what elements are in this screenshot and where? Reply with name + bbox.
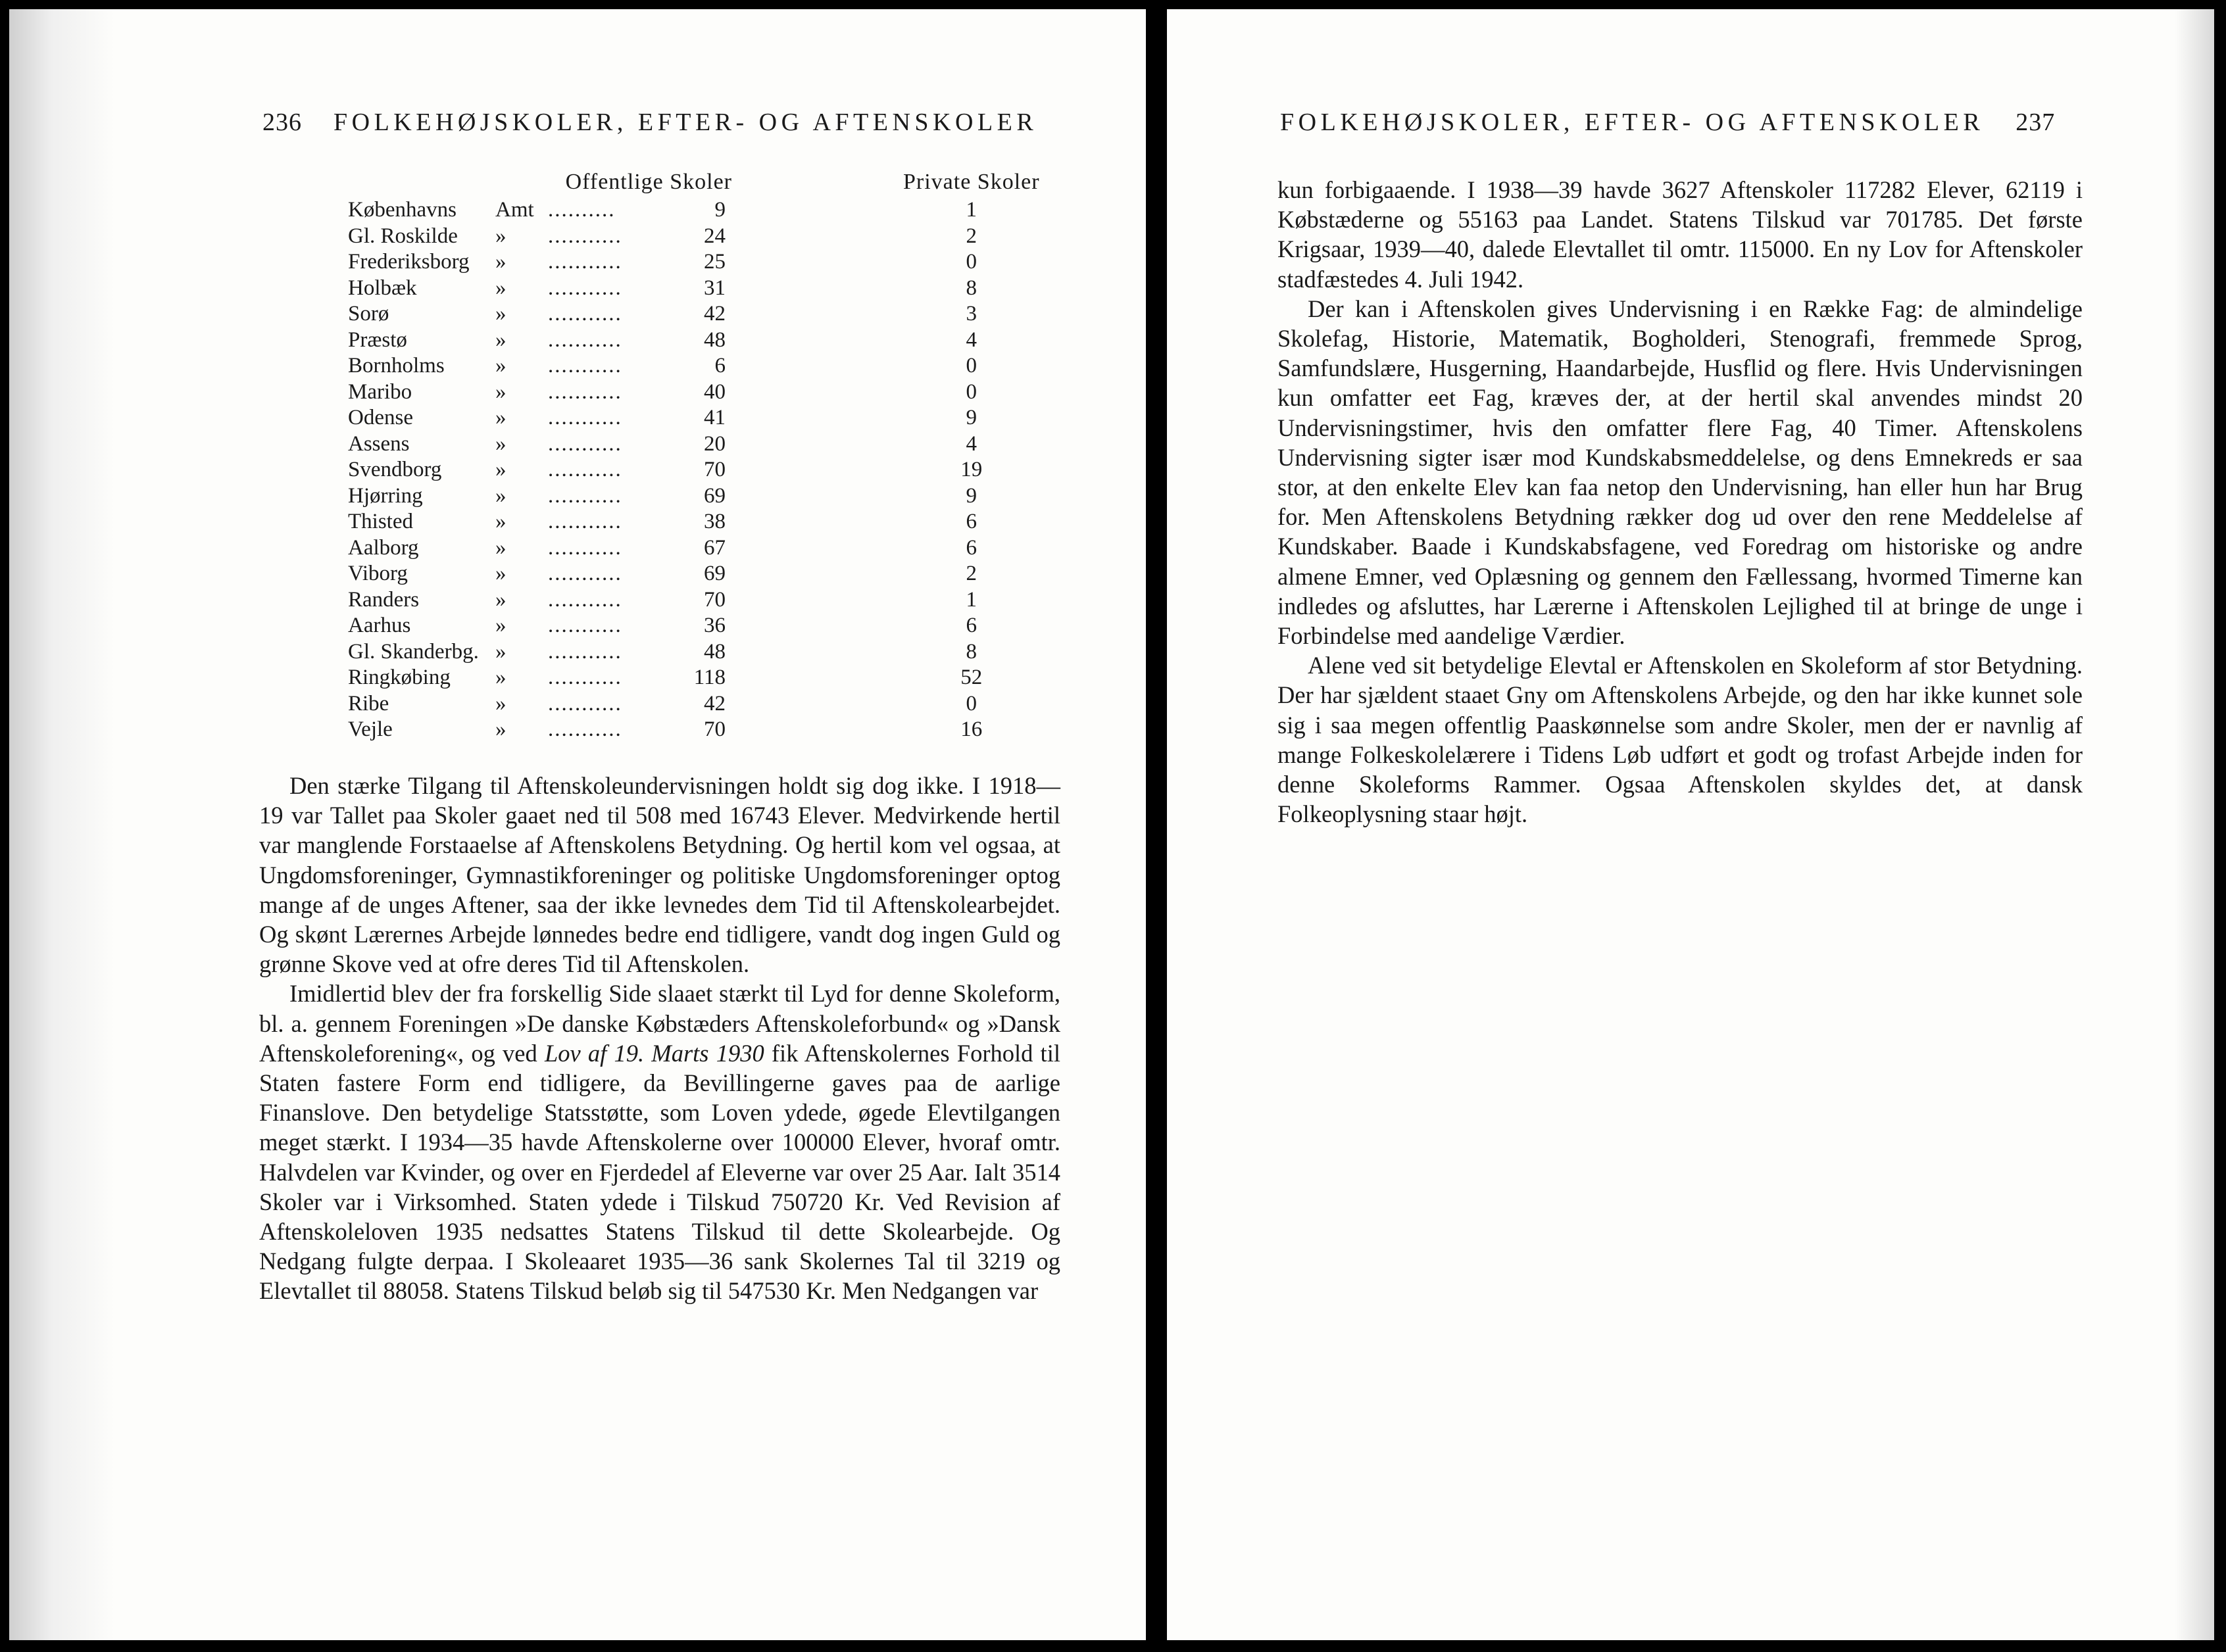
schools-by-county-table (348, 167, 1040, 743)
amt-marker: » (495, 431, 507, 456)
right-running-head (1280, 108, 2055, 137)
private-schools-count: 4 (966, 328, 977, 352)
county-name: Odense (348, 406, 413, 429)
running-head-title: FOLKEHØJSKOLER, EFTER- OG AFTENSKOLER (334, 109, 1038, 136)
public-schools-count: 67 (704, 535, 726, 560)
table-row (348, 509, 1040, 535)
leader-dots: ........... (548, 639, 622, 664)
table-row (348, 665, 1040, 691)
table-row (348, 717, 1040, 743)
county-name: Randers (348, 587, 420, 612)
leader-dots: ........... (548, 666, 622, 689)
amt-marker: » (495, 379, 507, 404)
private-schools-count: 52 (960, 666, 983, 689)
leader-dots: ........... (548, 614, 622, 637)
public-schools-count: 40 (704, 379, 726, 404)
county-name: Ribe (348, 691, 389, 716)
amt-marker: » (495, 302, 507, 326)
running-head-title: FOLKEHØJSKOLER, EFTER- OG AFTENSKOLER (1280, 109, 1985, 136)
public-schools-count: 42 (704, 691, 726, 716)
private-schools-count: 6 (966, 510, 977, 533)
amt-marker: » (495, 562, 507, 585)
county-name: Hjørring (348, 483, 423, 508)
county-name: Ringkøbing (348, 666, 451, 689)
page-edge-shadow (2175, 9, 2214, 1640)
public-schools-count: 118 (693, 666, 726, 689)
table-row (348, 561, 1040, 587)
amt-marker: » (495, 587, 507, 612)
private-schools-count: 0 (966, 379, 977, 404)
public-schools-count: 42 (704, 302, 726, 326)
amt-marker: Amt (495, 198, 534, 222)
county-name: Vejle (348, 717, 393, 741)
private-schools-count: 6 (966, 535, 977, 560)
table-row (348, 197, 1040, 224)
amt-marker: » (495, 224, 507, 248)
right-body-text (1277, 175, 2083, 829)
private-schools-count: 9 (966, 483, 977, 508)
private-schools-count: 0 (966, 354, 977, 377)
public-schools-count: 6 (714, 354, 726, 377)
leader-dots: ........... (548, 431, 622, 456)
paragraph-text: fik Aftenskolernes Forhold til Staten fastere Form end tidligere, da Bevillingerne gaves paa de aarlige Finanslove. Den betydelige Statsstøtte, som Loven ydede, øgede Elevtilgangen meget stærkt. I 1934—35 havde Aftenskolerne over 100000 Elever, hvoraf omtr. Halvdelen var Kvinder, og over en Fjerdedel af Eleverne var over 25 Aar. Ialt 3514 Skoler var i Virksomhed. Staten ydede i Tilskud 750720 Kr. Ved Revision af Aftenskoleloven 1935 nedsattes Statens Tilskud til dette Skolearbejde. Og Nedgang fulgte derpaa. I Skoleaaret 1935—36 sank Skolernes Tal til 3219 og Elevtallet til 88058. Statens Tilskud beløb sig til 547530 Kr. Men Nedgangen var (259, 1039, 1060, 1305)
page-number: 237 (2016, 109, 2056, 136)
page-gutter-shadow (9, 9, 114, 1640)
public-schools-count: 69 (704, 483, 726, 508)
public-schools-count: 20 (704, 431, 726, 456)
private-schools-count: 4 (966, 431, 977, 456)
public-schools-count: 70 (704, 587, 726, 612)
private-schools-count: 19 (960, 458, 983, 481)
amt-marker: » (495, 666, 507, 689)
paragraph: Alene ved sit betydelige Elevtal er Aftenskolen en Skoleform af stor Betydning. Der har sjældent staaet Gny om Aftenskolens Arbejde, og den har ikke kunnet sole sig i saa megen offentlig Paaskønnelse som andre Skoler, men der er navnlig af mange Folkeskolelærere i Tidens Løb udført et godt og trofast Arbejde inden for denne Skoleforms Rammer. Ogsaa Aftenskolen skyldes det, at dansk Folkeoplysning staar højt. (1277, 652, 2083, 828)
leader-dots: ........... (548, 354, 622, 377)
public-schools-count: 70 (704, 717, 726, 741)
table-row (348, 535, 1040, 562)
county-name: Thisted (348, 510, 413, 533)
leader-dots: .......... (548, 198, 616, 222)
private-schools-count: 2 (966, 562, 977, 585)
leader-dots: ........... (548, 483, 622, 508)
county-name: Præstø (348, 328, 407, 352)
table-row (348, 691, 1040, 717)
county-name: Gl. Roskilde (348, 224, 458, 248)
amt-marker: » (495, 483, 507, 508)
county-name: Holbæk (348, 276, 417, 300)
private-schools-count: 1 (966, 198, 977, 222)
header-public-schools: Offentlige Skoler (565, 170, 732, 195)
paragraph: Der kan i Aftenskolen gives Undervisning i en Række Fag: de almindelige Skolefag, Historie, Matematik, Bogholderi, Stenografi, fremmede Sprog, Samfundslære, Husgerning, Haandarbejde, Husflid og flere. Hvis Undervisningen kun omfatter eet Fag, kræves der, at der hertil skal anvendes mindst 20 Undervisningstimer, hvis den omfatter flere Fag, 40 Timer. Aftenskolens Undervisning sigter især mod Kundskabsmeddelelse, og dens Emnekreds er saa stor, at den enkelte Elev kan faa netop den Undervisning, han eller hun har Brug for. Men Aftenskolens Betydning rækker dog ud over den rene Meddelelse af Kundskaber. Baade i Kundskabsfagene, ved Foredrag om historiske og andre almene Emner, ved Oplæsning og gennem den Fællessang, hvormed Timerne kan indledes og afsluttes, har Lærerne i Aftenskolen Lejlighed til at bringe de unge i Forbindelse med aandelige Værdier. (1277, 295, 2083, 650)
private-schools-count: 6 (966, 614, 977, 637)
table-row (348, 483, 1040, 510)
leader-dots: ........... (548, 406, 622, 429)
leader-dots: ........... (548, 379, 622, 404)
public-schools-count: 25 (704, 250, 726, 274)
private-schools-count: 9 (966, 406, 977, 429)
table-row (348, 613, 1040, 639)
amt-marker: » (495, 328, 507, 352)
leader-dots: ........... (548, 510, 622, 533)
table-row (348, 353, 1040, 379)
table-row (348, 249, 1040, 276)
private-schools-count: 2 (966, 224, 977, 248)
paragraph (259, 979, 1060, 1305)
page-number: 236 (262, 109, 302, 136)
amt-marker: » (495, 250, 507, 274)
table-row (348, 457, 1040, 483)
county-name: Gl. Skanderbg. (348, 639, 479, 664)
amt-marker: » (495, 458, 507, 481)
county-name: Aarhus (348, 614, 411, 637)
table-row (348, 224, 1040, 250)
county-name: Svendborg (348, 458, 442, 481)
leader-dots: ........... (548, 458, 622, 481)
amt-marker: » (495, 406, 507, 429)
amt-marker: » (495, 614, 507, 637)
table-row (348, 301, 1040, 328)
county-name: Bornholms (348, 354, 445, 377)
public-schools-count: 24 (704, 224, 726, 248)
leader-dots: ........... (548, 562, 622, 585)
table-header-row (348, 167, 1040, 197)
table-row (348, 328, 1040, 354)
county-name: Viborg (348, 562, 408, 585)
public-schools-count: 41 (704, 406, 726, 429)
public-schools-count: 31 (704, 276, 726, 300)
public-schools-count: 70 (704, 458, 726, 481)
amt-marker: » (495, 717, 507, 741)
table-row (348, 405, 1040, 431)
private-schools-count: 1 (966, 587, 977, 612)
amt-marker: » (495, 535, 507, 560)
public-schools-count: 69 (704, 562, 726, 585)
amt-marker: » (495, 354, 507, 377)
table-row (348, 587, 1040, 614)
private-schools-count: 0 (966, 250, 977, 274)
private-schools-count: 0 (966, 691, 977, 716)
leader-dots: ........... (548, 250, 622, 274)
public-schools-count: 36 (704, 614, 726, 637)
public-schools-count: 48 (704, 328, 726, 352)
private-schools-count: 8 (966, 639, 977, 664)
private-schools-count: 3 (966, 302, 977, 326)
leader-dots: ........... (548, 328, 622, 352)
county-name: Københavns (348, 198, 457, 222)
county-name: Frederiksborg (348, 250, 470, 274)
public-schools-count: 38 (704, 510, 726, 533)
table-row (348, 276, 1040, 302)
private-schools-count: 8 (966, 276, 977, 300)
leader-dots: ........... (548, 717, 622, 741)
paragraph: kun forbigaaende. I 1938—39 havde 3627 Aftenskoler 117282 Elever, 62119 i Købstæderne og 55163 paa Landet. Statens Tilskud var 701785. Det første Krigsaar, 1939—40, dalede Elevtallet til omtr. 115000. En ny Lov for Aftenskoler stadfæstedes 4. Juli 1942. (1277, 176, 2083, 293)
county-name: Maribo (348, 379, 412, 404)
table-row (348, 639, 1040, 666)
public-schools-count: 48 (704, 639, 726, 664)
amt-marker: » (495, 639, 507, 664)
amt-marker: » (495, 276, 507, 300)
county-name: Aalborg (348, 535, 419, 560)
private-schools-count: 16 (960, 717, 983, 741)
table-row (348, 379, 1040, 406)
left-page (9, 9, 1146, 1640)
law-reference: Lov af 19. Marts 1930 (544, 1039, 764, 1067)
left-body-text (259, 771, 1060, 1306)
paragraph: Den stærke Tilgang til Aftenskoleundervisningen holdt sig dog ikke. I 1918—19 var Tallet paa Skoler gaaet ned til 508 med 16743 Elever. Medvirkende hertil var manglende Forstaaelse af Aftenskolens Betydning. Og hertil kom vel ogsaa, at Ungdomsforeninger, Gymnastikforeninger og politiske Ungdomsforeninger optog mange af de unges Aftener, saa der ikke levnedes dem Tid til Aftenskolearbejdet. Og skønt Lærernes Arbejde lønnedes bedre end tidligere, vandt dog ingen Guld og grønne Skove ved at ofre deres Tid til Aftenskolen. (259, 772, 1060, 978)
table-row (348, 431, 1040, 458)
amt-marker: » (495, 510, 507, 533)
leader-dots: ........... (548, 276, 622, 300)
paragraph-text: Imidlertid blev der fra forskellig Side slaaet stærkt til Lyd for denne Skoleform, bl. a. gennem Foreningen »De danske Købstæders Aftenskoleforbund« og »Dansk Aftenskoleforening«, og ved (259, 980, 1060, 1067)
amt-marker: » (495, 691, 507, 716)
left-running-head (262, 108, 1037, 137)
leader-dots: ........... (548, 302, 622, 326)
leader-dots: ........... (548, 691, 622, 716)
leader-dots: ........... (548, 224, 622, 248)
header-private-schools: Private Skoler (903, 170, 1040, 195)
leader-dots: ........... (548, 587, 622, 612)
county-name: Assens (348, 431, 410, 456)
public-schools-count: 9 (714, 198, 726, 222)
leader-dots: ........... (548, 535, 622, 560)
right-page (1167, 9, 2214, 1640)
county-name: Sorø (348, 302, 389, 326)
table-body (348, 197, 1040, 743)
